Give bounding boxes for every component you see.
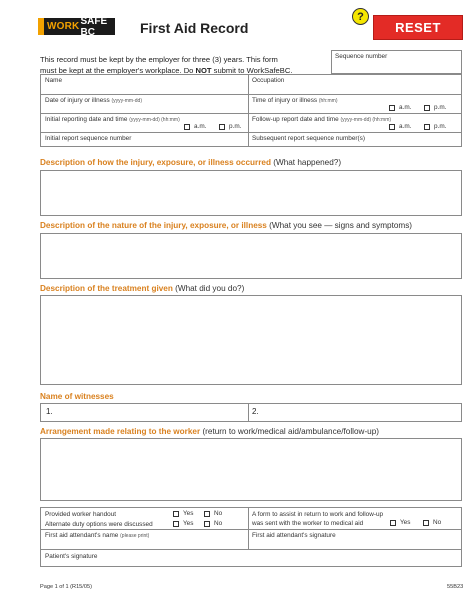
time-of-injury-label: Time of injury or illness (hh:mm) <box>252 97 338 104</box>
name-field[interactable] <box>41 75 248 94</box>
checkbox-icon[interactable] <box>219 124 225 130</box>
initial-sequence-label: Initial report sequence number <box>45 135 132 142</box>
name-label: Name <box>45 77 63 84</box>
initial-sequence-field[interactable] <box>41 133 248 146</box>
date-of-injury-field[interactable] <box>41 95 248 113</box>
date-of-injury-label: Date of injury or illness (yyyy-mm-dd) <box>45 97 142 104</box>
nature-description-input[interactable] <box>40 233 462 279</box>
checkbox-icon[interactable] <box>184 124 190 130</box>
witnesses-section-heading: Name of witnesses <box>40 392 114 401</box>
checkbox-icon[interactable] <box>173 511 179 517</box>
form-assist-yes-checkbox[interactable]: Yes <box>390 519 410 526</box>
attendant-name-field[interactable] <box>41 530 248 549</box>
handout-yes-checkbox[interactable]: Yes <box>173 510 193 517</box>
witness-1-field[interactable] <box>41 404 248 421</box>
patient-signature-field[interactable] <box>41 550 461 566</box>
treatment-description-input[interactable] <box>40 295 462 385</box>
checkbox-icon[interactable] <box>173 521 179 527</box>
time-of-injury-field[interactable] <box>249 95 461 113</box>
alt-duty-yes-checkbox[interactable]: Yes <box>173 520 193 527</box>
sequence-number-label: Sequence number <box>335 53 388 60</box>
how-description-input[interactable] <box>40 170 462 216</box>
form-assist-line-2: was sent with the worker to medical aid <box>252 520 364 527</box>
treatment-section-heading: Description of the treatment given (What did you do?) <box>40 284 245 293</box>
patient-signature-label: Patient's signature <box>45 553 98 560</box>
followup-reporting-field[interactable] <box>249 114 461 132</box>
reset-button[interactable]: RESET <box>373 15 463 40</box>
initial-reporting-field[interactable] <box>41 114 248 132</box>
notice-not-emphasis: NOT <box>195 66 212 75</box>
initial-reporting-label: Initial reporting date and time (yyyy-mm-dd) (hh:mm) <box>45 116 180 123</box>
page-title: First Aid Record <box>140 20 249 36</box>
attendant-name-label: First aid attendant's name (please print) <box>45 532 150 539</box>
subsequent-sequence-field[interactable] <box>249 133 461 146</box>
occupation-field[interactable] <box>249 75 461 94</box>
handout-label: Provided worker handout <box>45 511 117 518</box>
subsequent-sequence-label: Subsequent report sequence number(s) <box>252 135 365 142</box>
checkbox-icon[interactable] <box>424 124 430 130</box>
sequence-number-field[interactable] <box>331 50 462 74</box>
checkbox-icon[interactable] <box>423 520 429 526</box>
alt-duty-label: Alternate duty options were discussed <box>45 521 153 528</box>
worksafebc-logo <box>38 15 115 38</box>
followup-am-checkbox[interactable]: a.m. <box>389 123 411 130</box>
witness-2-label: 2. <box>252 407 259 416</box>
checkbox-icon[interactable] <box>389 124 395 130</box>
nature-section-heading: Description of the nature of the injury, exposure, or illness (What you see — signs and symptoms) <box>40 221 413 230</box>
followup-pm-checkbox[interactable]: p.m. <box>424 123 446 130</box>
witness-2-field[interactable] <box>249 404 461 421</box>
form-assist-no-checkbox[interactable]: No <box>423 519 441 526</box>
page-number: Page 1 of 1 (R15/05) <box>40 584 92 590</box>
notice-line-2: must be kept at the employer's workplace. Do NOT submit to WorkSafeBC. <box>40 66 293 75</box>
checkbox-icon[interactable] <box>204 511 210 517</box>
arrangement-section-heading: Arrangement made relating to the worker (return to work/medical aid/ambulance/follow-up) <box>40 427 380 436</box>
form-assist-line-1: A form to assist in return to work and follow-up <box>252 511 384 518</box>
followup-reporting-label: Follow-up report date and time (yyyy-mm-dd) (hh:mm) <box>252 116 392 123</box>
time-injury-pm-checkbox[interactable]: p.m. <box>424 104 446 111</box>
how-section-heading: Description of how the injury, exposure, or illness occurred (What happened?) <box>40 158 342 167</box>
retention-notice <box>40 54 330 76</box>
occupation-label: Occupation <box>252 77 285 84</box>
handout-no-checkbox[interactable]: No <box>204 510 222 517</box>
logo-text-safebc: SAFE BC <box>80 15 108 38</box>
initial-report-pm-checkbox[interactable]: p.m. <box>219 123 241 130</box>
checkbox-icon[interactable] <box>204 521 210 527</box>
worker-info-grid <box>40 74 462 147</box>
attendant-signature-label: First aid attendant's signature <box>252 532 336 539</box>
arrangement-description-input[interactable] <box>40 438 462 501</box>
checkbox-icon[interactable] <box>389 105 395 111</box>
checkbox-icon[interactable] <box>390 520 396 526</box>
notice-line-1: This record must be kept by the employer for three (3) years. This form <box>40 55 278 64</box>
checkbox-icon[interactable] <box>424 105 430 111</box>
time-injury-am-checkbox[interactable]: a.m. <box>389 104 411 111</box>
witness-1-label: 1. <box>46 407 53 416</box>
question-icon[interactable]: ? <box>352 8 369 25</box>
bottom-grid <box>40 507 462 567</box>
form-code: 55B23 <box>447 584 464 590</box>
initial-report-am-checkbox[interactable]: a.m. <box>184 123 206 130</box>
witnesses-grid <box>40 403 462 422</box>
alt-duty-no-checkbox[interactable]: No <box>204 520 222 527</box>
attendant-signature-field[interactable] <box>249 530 461 549</box>
logo-text-work: WORK <box>47 21 80 32</box>
